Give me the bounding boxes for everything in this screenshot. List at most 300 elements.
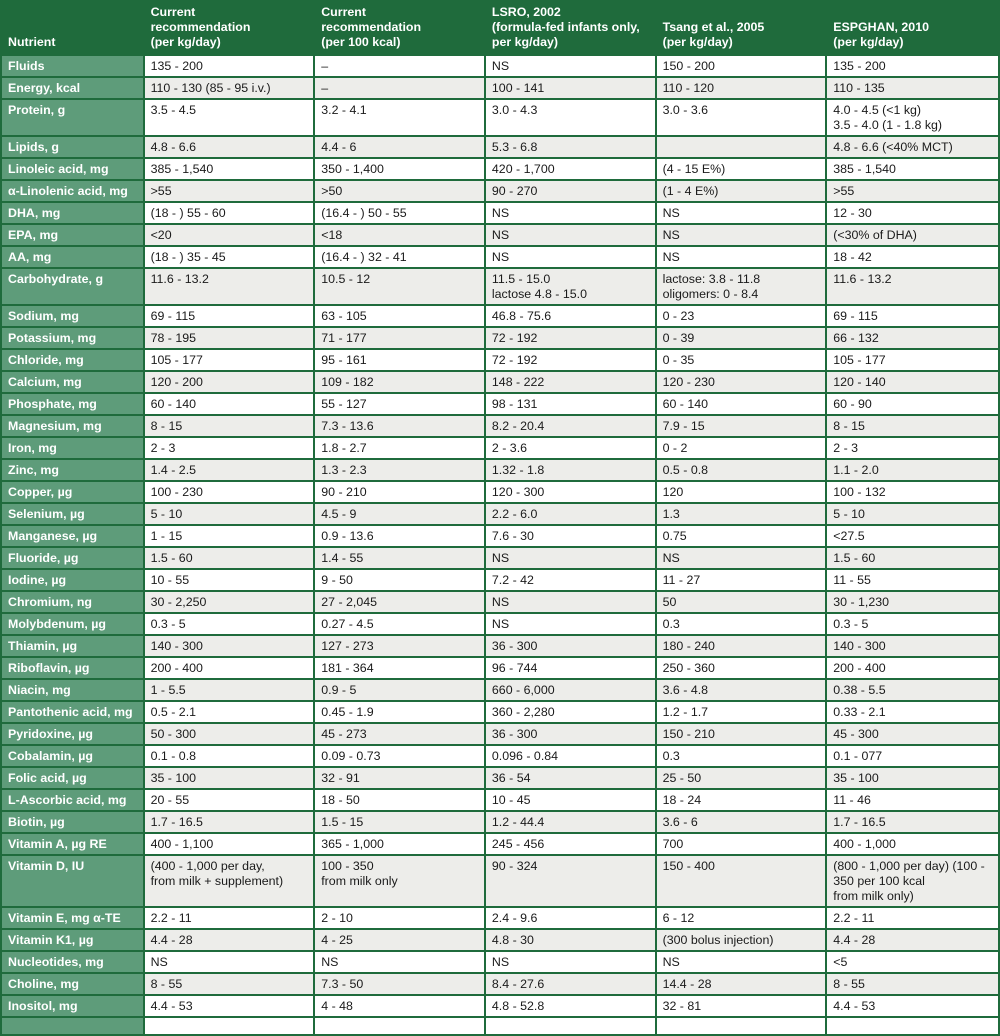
blank-cell bbox=[145, 1018, 314, 1034]
table-cell: 11 - 27 bbox=[657, 570, 826, 590]
table-cell: <27.5 bbox=[827, 526, 998, 546]
cell-line: (800 - 1,000 per day) (100 - bbox=[833, 859, 985, 873]
nutrient-name: Iodine, µg bbox=[2, 570, 143, 590]
table-row bbox=[2, 908, 998, 928]
table-cell: 4.8 - 6.6 (<40% MCT) bbox=[827, 137, 998, 157]
table-cell: 5 - 10 bbox=[145, 504, 314, 524]
nutrient-name: Vitamin E, mg α-TE bbox=[2, 908, 143, 928]
table-cell: 72 - 192 bbox=[486, 328, 655, 348]
table-cell: 250 - 360 bbox=[657, 658, 826, 678]
header-line: Current bbox=[321, 5, 366, 19]
table-cell: 4 - 48 bbox=[315, 996, 484, 1016]
table-cell: NS bbox=[657, 203, 826, 223]
table-cell: 0.75 bbox=[657, 526, 826, 546]
table-cell bbox=[657, 269, 826, 304]
table-cell: 3.6 - 4.8 bbox=[657, 680, 826, 700]
nutrient-name: Manganese, µg bbox=[2, 526, 143, 546]
table-row bbox=[2, 269, 998, 304]
table-cell: 0.3 bbox=[657, 746, 826, 766]
table-row bbox=[2, 680, 998, 700]
cell-line: lactose 4.8 - 15.0 bbox=[491, 287, 587, 301]
table-cell: 2.2 - 11 bbox=[827, 908, 998, 928]
table-cell: 2 - 10 bbox=[315, 908, 484, 928]
blank-cell bbox=[2, 1018, 143, 1034]
table-cell: (<30% of DHA) bbox=[827, 225, 998, 245]
table-cell: <5 bbox=[827, 952, 998, 972]
table-cell: 100 - 132 bbox=[827, 482, 998, 502]
table-cell: 3.2 - 4.1 bbox=[315, 100, 484, 135]
table-cell: (18 - ) 55 - 60 bbox=[145, 203, 314, 223]
table-cell: 7.2 - 42 bbox=[486, 570, 655, 590]
table-cell: 1.4 - 55 bbox=[315, 548, 484, 568]
table-cell: 9 - 50 bbox=[315, 570, 484, 590]
table-cell: >55 bbox=[827, 181, 998, 201]
table-row bbox=[2, 702, 998, 722]
nutrient-name: Potassium, mg bbox=[2, 328, 143, 348]
table-cell: 1.3 - 2.3 bbox=[315, 460, 484, 480]
table-cell: 0 - 35 bbox=[657, 350, 826, 370]
nutrient-name: DHA, mg bbox=[2, 203, 143, 223]
table-cell: 660 - 6,000 bbox=[486, 680, 655, 700]
table-cell: 0.1 - 077 bbox=[827, 746, 998, 766]
table-cell: 1.2 - 1.7 bbox=[657, 702, 826, 722]
table-cell: 7.9 - 15 bbox=[657, 416, 826, 436]
table-cell: 2.4 - 9.6 bbox=[486, 908, 655, 928]
table-row bbox=[2, 996, 998, 1016]
nutrient-name: Copper, µg bbox=[2, 482, 143, 502]
table-cell: (4 - 15 E%) bbox=[657, 159, 826, 179]
table-cell: 7.6 - 30 bbox=[486, 526, 655, 546]
table-cell: 181 - 364 bbox=[315, 658, 484, 678]
nutrient-name: Choline, mg bbox=[2, 974, 143, 994]
header-line: (formula-fed infants only, bbox=[491, 20, 640, 34]
table-cell: 4.4 - 53 bbox=[145, 996, 314, 1016]
table-cell: 140 - 300 bbox=[145, 636, 314, 656]
table-cell: 60 - 140 bbox=[657, 394, 826, 414]
table-cell: 55 - 127 bbox=[315, 394, 484, 414]
table-cell: 385 - 1,540 bbox=[145, 159, 314, 179]
table-cell: NS bbox=[145, 952, 314, 972]
nutrient-name: Sodium, mg bbox=[2, 306, 143, 326]
header-line: LSRO, 2002 bbox=[491, 5, 561, 19]
table-cell: 45 - 300 bbox=[827, 724, 998, 744]
table-cell: 360 - 2,280 bbox=[486, 702, 655, 722]
table-row bbox=[2, 350, 998, 370]
nutrient-name: Carbohydrate, g bbox=[2, 269, 143, 304]
table-cell: (1 - 4 E%) bbox=[657, 181, 826, 201]
table-cell: 0.09 - 0.73 bbox=[315, 746, 484, 766]
table-cell: 4.8 - 52.8 bbox=[486, 996, 655, 1016]
table-cell: 4.4 - 6 bbox=[315, 137, 484, 157]
nutrient-name: L-Ascorbic acid, mg bbox=[2, 790, 143, 810]
table-cell: 90 - 270 bbox=[486, 181, 655, 201]
table-cell: 420 - 1,700 bbox=[486, 159, 655, 179]
nutrient-name: Protein, g bbox=[2, 100, 143, 135]
table-cell: 4.4 - 28 bbox=[145, 930, 314, 950]
table-cell: 0.3 - 5 bbox=[145, 614, 314, 634]
table-cell: 46.8 - 75.6 bbox=[486, 306, 655, 326]
table-cell: 0.27 - 4.5 bbox=[315, 614, 484, 634]
table-cell bbox=[486, 269, 655, 304]
header-lsro-2002 bbox=[486, 2, 655, 54]
table-cell: 27 - 2,045 bbox=[315, 592, 484, 612]
table-row bbox=[2, 790, 998, 810]
table-row bbox=[2, 592, 998, 612]
header-line: Tsang et al., 2005 bbox=[662, 20, 765, 34]
cell-line: from milk only) bbox=[833, 889, 914, 903]
table-cell bbox=[657, 137, 826, 157]
table-cell: 8 - 15 bbox=[145, 416, 314, 436]
table-row bbox=[2, 504, 998, 524]
table-row bbox=[2, 930, 998, 950]
table-cell: 50 - 300 bbox=[145, 724, 314, 744]
table-cell: <20 bbox=[145, 225, 314, 245]
table-cell: 32 - 81 bbox=[657, 996, 826, 1016]
table-cell: 4.4 - 53 bbox=[827, 996, 998, 1016]
table-cell: 0.9 - 13.6 bbox=[315, 526, 484, 546]
nutrient-name: Fluoride, µg bbox=[2, 548, 143, 568]
table-cell: 36 - 54 bbox=[486, 768, 655, 788]
header-line: per kg/day) bbox=[491, 35, 559, 49]
table-cell: 0.45 - 1.9 bbox=[315, 702, 484, 722]
header-line: Current bbox=[150, 5, 196, 19]
table-cell: 100 - 141 bbox=[486, 78, 655, 98]
table-cell: 3.0 - 3.6 bbox=[657, 100, 826, 135]
header-line: (per kg/day) bbox=[833, 35, 904, 49]
table-cell: 0 - 23 bbox=[657, 306, 826, 326]
table-cell: 1.5 - 60 bbox=[145, 548, 314, 568]
cell-line: 11.5 - 15.0 bbox=[491, 272, 551, 286]
table-cell: 4.5 - 9 bbox=[315, 504, 484, 524]
table-cell: 7.3 - 13.6 bbox=[315, 416, 484, 436]
nutrient-name: Pyridoxine, µg bbox=[2, 724, 143, 744]
table-cell: 36 - 300 bbox=[486, 724, 655, 744]
table-cell: >50 bbox=[315, 181, 484, 201]
header-current-per-kg bbox=[145, 2, 314, 54]
blank-cell bbox=[486, 1018, 655, 1034]
table-cell: 150 - 210 bbox=[657, 724, 826, 744]
table-cell: 200 - 400 bbox=[827, 658, 998, 678]
table-cell: 7.3 - 50 bbox=[315, 974, 484, 994]
table-cell: 18 - 42 bbox=[827, 247, 998, 267]
cell-line: 100 - 350 bbox=[321, 859, 374, 873]
table-cell: 95 - 161 bbox=[315, 350, 484, 370]
table-cell: NS bbox=[486, 548, 655, 568]
table-cell: – bbox=[315, 78, 484, 98]
table-cell: 400 - 1,100 bbox=[145, 834, 314, 854]
nutrient-name: Calcium, mg bbox=[2, 372, 143, 392]
table-cell: 6 - 12 bbox=[657, 908, 826, 928]
table-cell: NS bbox=[486, 225, 655, 245]
table-cell: 135 - 200 bbox=[145, 56, 314, 76]
nutrient-name: Chloride, mg bbox=[2, 350, 143, 370]
table-cell: 4.8 - 6.6 bbox=[145, 137, 314, 157]
table-row bbox=[2, 746, 998, 766]
table-cell: 3.0 - 4.3 bbox=[486, 100, 655, 135]
nutrient-name: Chromium, ng bbox=[2, 592, 143, 612]
table-cell: 120 - 200 bbox=[145, 372, 314, 392]
table-cell: NS bbox=[657, 225, 826, 245]
nutrient-name: Energy, kcal bbox=[2, 78, 143, 98]
nutrient-name: Selenium, µg bbox=[2, 504, 143, 524]
header-line: Nutrient bbox=[8, 35, 56, 49]
table-cell: 10 - 45 bbox=[486, 790, 655, 810]
table-row bbox=[2, 372, 998, 392]
table-cell: 385 - 1,540 bbox=[827, 159, 998, 179]
table-row bbox=[2, 137, 998, 157]
table-row bbox=[2, 225, 998, 245]
table-cell bbox=[145, 856, 314, 906]
table-row bbox=[2, 614, 998, 634]
table-cell: 365 - 1,000 bbox=[315, 834, 484, 854]
table-cell: 35 - 100 bbox=[827, 768, 998, 788]
cell-line: from milk + supplement) bbox=[150, 874, 284, 888]
table-cell: 1.5 - 15 bbox=[315, 812, 484, 832]
table-cell: 127 - 273 bbox=[315, 636, 484, 656]
table-cell: 400 - 1,000 bbox=[827, 834, 998, 854]
table-row bbox=[2, 952, 998, 972]
table-cell: 45 - 273 bbox=[315, 724, 484, 744]
table-cell: 90 - 210 bbox=[315, 482, 484, 502]
nutrient-name: Riboflavin, µg bbox=[2, 658, 143, 678]
cell-line: 350 per 100 kcal bbox=[833, 874, 925, 888]
table-cell: 1.2 - 44.4 bbox=[486, 812, 655, 832]
table-cell bbox=[315, 856, 484, 906]
header-espghan-2010 bbox=[827, 2, 998, 54]
table-row bbox=[2, 636, 998, 656]
nutrient-name: Zinc, mg bbox=[2, 460, 143, 480]
table-cell: 69 - 115 bbox=[145, 306, 314, 326]
table-row bbox=[2, 100, 998, 135]
table-cell: 2.2 - 6.0 bbox=[486, 504, 655, 524]
table-cell: 1.3 bbox=[657, 504, 826, 524]
table-cell: 11.6 - 13.2 bbox=[145, 269, 314, 304]
table-cell: 148 - 222 bbox=[486, 372, 655, 392]
header-nutrient bbox=[2, 2, 143, 54]
nutrient-name: AA, mg bbox=[2, 247, 143, 267]
table-row bbox=[2, 570, 998, 590]
header-line: (per 100 kcal) bbox=[321, 35, 401, 49]
nutrient-name: Nucleotides, mg bbox=[2, 952, 143, 972]
table-cell bbox=[827, 856, 998, 906]
table-body bbox=[2, 56, 998, 1034]
table-cell: 120 bbox=[657, 482, 826, 502]
blank-cell bbox=[315, 1018, 484, 1034]
table-cell: (16.4 - ) 50 - 55 bbox=[315, 203, 484, 223]
table-cell: NS bbox=[315, 952, 484, 972]
table-cell: 14.4 - 28 bbox=[657, 974, 826, 994]
table-cell: 0 - 2 bbox=[657, 438, 826, 458]
table-cell: 3.6 - 6 bbox=[657, 812, 826, 832]
table-row bbox=[2, 482, 998, 502]
table-cell: NS bbox=[486, 614, 655, 634]
table-cell: 1 - 15 bbox=[145, 526, 314, 546]
cell-line: lactose: 3.8 - 11.8 bbox=[662, 272, 761, 286]
table-cell: NS bbox=[657, 247, 826, 267]
table-cell: 110 - 120 bbox=[657, 78, 826, 98]
table-cell: 1.8 - 2.7 bbox=[315, 438, 484, 458]
table-cell: 69 - 115 bbox=[827, 306, 998, 326]
table-cell: 2.2 - 11 bbox=[145, 908, 314, 928]
table-cell: 72 - 192 bbox=[486, 350, 655, 370]
cell-line: 4.0 - 4.5 (<1 kg) bbox=[833, 103, 922, 117]
header-line: recommendation bbox=[321, 20, 422, 34]
table-cell: 1.7 - 16.5 bbox=[145, 812, 314, 832]
table-cell: 18 - 50 bbox=[315, 790, 484, 810]
table-cell: NS bbox=[486, 203, 655, 223]
table-cell: 11 - 46 bbox=[827, 790, 998, 810]
header-line: (per kg/day) bbox=[662, 35, 733, 49]
table-row bbox=[2, 834, 998, 854]
table-row bbox=[2, 306, 998, 326]
table-cell: 10.5 - 12 bbox=[315, 269, 484, 304]
table-cell: 109 - 182 bbox=[315, 372, 484, 392]
table-cell: 4.8 - 30 bbox=[486, 930, 655, 950]
nutrient-name: Pantothenic acid, mg bbox=[2, 702, 143, 722]
table-cell: 96 - 744 bbox=[486, 658, 655, 678]
table-cell: 1.7 - 16.5 bbox=[827, 812, 998, 832]
table-cell: 1.4 - 2.5 bbox=[145, 460, 314, 480]
table-cell: – bbox=[315, 56, 484, 76]
table-row bbox=[2, 416, 998, 436]
table-cell: 3.5 - 4.5 bbox=[145, 100, 314, 135]
table-cell: 78 - 195 bbox=[145, 328, 314, 348]
cell-line: (400 - 1,000 per day, bbox=[150, 859, 265, 873]
nutrient-name: α-Linolenic acid, mg bbox=[2, 181, 143, 201]
nutrient-name: Inositol, mg bbox=[2, 996, 143, 1016]
table-row bbox=[2, 460, 998, 480]
nutrient-name: Linoleic acid, mg bbox=[2, 159, 143, 179]
table-cell: 71 - 177 bbox=[315, 328, 484, 348]
header-current-per-100kcal bbox=[315, 2, 484, 54]
table-row bbox=[2, 526, 998, 546]
table-cell: 1.32 - 1.8 bbox=[486, 460, 655, 480]
table-cell: 0.1 - 0.8 bbox=[145, 746, 314, 766]
table-row bbox=[2, 812, 998, 832]
cell-line: oligomers: 0 - 8.4 bbox=[662, 287, 759, 301]
table-cell: NS bbox=[486, 592, 655, 612]
header-row bbox=[2, 2, 998, 54]
table-row bbox=[2, 56, 998, 76]
header-line: ESPGHAN, 2010 bbox=[833, 20, 929, 34]
header-line: (per kg/day) bbox=[150, 35, 221, 49]
table-cell: 30 - 1,230 bbox=[827, 592, 998, 612]
table-row bbox=[2, 768, 998, 788]
table-cell: 150 - 400 bbox=[657, 856, 826, 906]
table-row bbox=[2, 78, 998, 98]
blank-cell bbox=[657, 1018, 826, 1034]
table-row bbox=[2, 328, 998, 348]
table-row bbox=[2, 856, 998, 906]
table-row bbox=[2, 203, 998, 223]
table-cell: 120 - 140 bbox=[827, 372, 998, 392]
table-cell: 2 - 3.6 bbox=[486, 438, 655, 458]
header-line: recommendation bbox=[150, 20, 251, 34]
nutrient-name: Vitamin K1, µg bbox=[2, 930, 143, 950]
table-cell: 5.3 - 6.8 bbox=[486, 137, 655, 157]
table-cell: 110 - 130 (85 - 95 i.v.) bbox=[145, 78, 314, 98]
table-cell: <18 bbox=[315, 225, 484, 245]
table-cell: 150 - 200 bbox=[657, 56, 826, 76]
table-cell: (18 - ) 35 - 45 bbox=[145, 247, 314, 267]
nutrient-name: Cobalamin, µg bbox=[2, 746, 143, 766]
table-cell: 105 - 177 bbox=[145, 350, 314, 370]
table-cell: NS bbox=[486, 247, 655, 267]
nutrient-name: Thiamin, µg bbox=[2, 636, 143, 656]
table-cell: 0 - 39 bbox=[657, 328, 826, 348]
table-cell: NS bbox=[657, 548, 826, 568]
nutrient-name: Fluids bbox=[2, 56, 143, 76]
table-cell: NS bbox=[657, 952, 826, 972]
nutrient-name: Phosphate, mg bbox=[2, 394, 143, 414]
nutrient-name: Niacin, mg bbox=[2, 680, 143, 700]
table-cell: 1.5 - 60 bbox=[827, 548, 998, 568]
table-cell: 50 bbox=[657, 592, 826, 612]
table-row bbox=[2, 159, 998, 179]
table-row bbox=[2, 394, 998, 414]
table-cell: 35 - 100 bbox=[145, 768, 314, 788]
table-cell: 245 - 456 bbox=[486, 834, 655, 854]
table-cell: 30 - 2,250 bbox=[145, 592, 314, 612]
table-cell: 700 bbox=[657, 834, 826, 854]
table-cell: 18 - 24 bbox=[657, 790, 826, 810]
table-cell: NS bbox=[486, 952, 655, 972]
blank-row bbox=[2, 1018, 998, 1034]
table-cell: 2 - 3 bbox=[827, 438, 998, 458]
table-cell: 8.2 - 20.4 bbox=[486, 416, 655, 436]
table-cell: 0.38 - 5.5 bbox=[827, 680, 998, 700]
table-cell: 20 - 55 bbox=[145, 790, 314, 810]
table-cell: 98 - 131 bbox=[486, 394, 655, 414]
nutrient-name: Iron, mg bbox=[2, 438, 143, 458]
table-cell: 60 - 140 bbox=[145, 394, 314, 414]
table-cell: 5 - 10 bbox=[827, 504, 998, 524]
table-cell: 105 - 177 bbox=[827, 350, 998, 370]
table-cell: 0.33 - 2.1 bbox=[827, 702, 998, 722]
nutrient-name: Folic acid, µg bbox=[2, 768, 143, 788]
table-row bbox=[2, 181, 998, 201]
table-cell: 90 - 324 bbox=[486, 856, 655, 906]
table-cell: (300 bolus injection) bbox=[657, 930, 826, 950]
table-cell: 8 - 55 bbox=[145, 974, 314, 994]
table-row bbox=[2, 438, 998, 458]
nutrient-name: Vitamin D, IU bbox=[2, 856, 143, 906]
blank-cell bbox=[827, 1018, 998, 1034]
table-cell: 8.4 - 27.6 bbox=[486, 974, 655, 994]
table-cell: 36 - 300 bbox=[486, 636, 655, 656]
table-cell: 140 - 300 bbox=[827, 636, 998, 656]
table-row bbox=[2, 724, 998, 744]
table-cell: 0.096 - 0.84 bbox=[486, 746, 655, 766]
table-cell: 135 - 200 bbox=[827, 56, 998, 76]
table-cell: 66 - 132 bbox=[827, 328, 998, 348]
nutrient-name: Molybdenum, µg bbox=[2, 614, 143, 634]
table-cell: 2 - 3 bbox=[145, 438, 314, 458]
table-cell: (16.4 - ) 32 - 41 bbox=[315, 247, 484, 267]
table-cell bbox=[827, 100, 998, 135]
table-cell: 25 - 50 bbox=[657, 768, 826, 788]
table-cell: 120 - 300 bbox=[486, 482, 655, 502]
table-cell: 100 - 230 bbox=[145, 482, 314, 502]
table-cell: 60 - 90 bbox=[827, 394, 998, 414]
table-cell: 12 - 30 bbox=[827, 203, 998, 223]
table-cell: 200 - 400 bbox=[145, 658, 314, 678]
table-cell: 0.3 bbox=[657, 614, 826, 634]
cell-line: from milk only bbox=[321, 874, 398, 888]
nutrient-name: Biotin, µg bbox=[2, 812, 143, 832]
nutrient-name: Magnesium, mg bbox=[2, 416, 143, 436]
table-cell: 10 - 55 bbox=[145, 570, 314, 590]
